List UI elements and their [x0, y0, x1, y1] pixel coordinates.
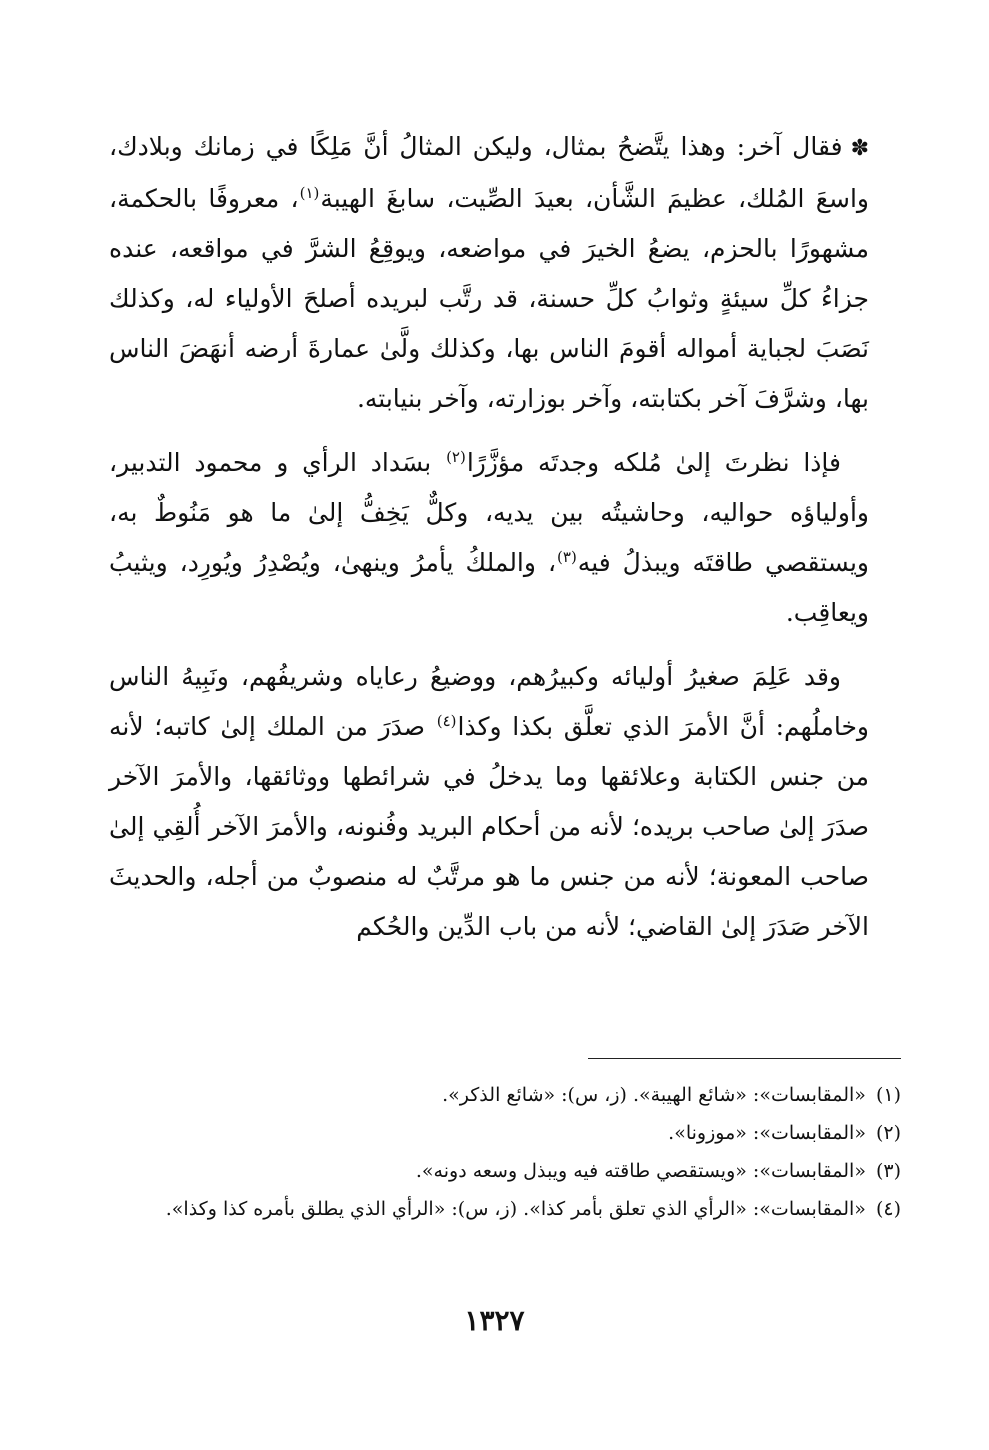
- footnote-number: (٣): [875, 1160, 901, 1182]
- page-number: ١٣٢٧: [464, 1304, 525, 1337]
- footnote-text: «المقابسات»: «شائع الهيبة». (ز، س): «شائع الذكر».: [442, 1084, 866, 1106]
- footnote-number: (٢): [875, 1122, 901, 1144]
- paragraph-1: [109, 122, 869, 424]
- footnote-2: [121, 1114, 901, 1152]
- footnote-4: [121, 1190, 901, 1228]
- paragraph-3: [109, 652, 869, 952]
- footnotes-section: [121, 1076, 901, 1228]
- paragraph-3-text-b: صدَرَ من الملك إلىٰ كاتبه؛ لأنه من جنس الكتابة وعلائقها وما يدخلُ في شرائطها ووثائقها، والأمرَ الآخر صدَرَ إلىٰ صاحب بريده؛ لأنه من أحكام البريد وفُنونه، والأمرَ الآخر أُلقِي إلىٰ صاحب المعونة؛ لأنه من جنس ما هو مرتَّبٌ له منصوبٌ من أجله، والحديثَ الآخر صَدَرَ إلىٰ القاضي؛ لأنه من باب الدِّين والحُكم: [109, 712, 869, 941]
- paragraph-2-text-a: فإذا نظرتَ إلىٰ مُلكه وجدتَه مؤزَّرًا: [466, 448, 841, 477]
- footnote-marker-3[interactable]: (٣): [557, 547, 577, 566]
- footnote-number: (٤): [875, 1198, 901, 1220]
- paragraph-2: [109, 438, 869, 638]
- paragraph-3-text-a: وقد عَلِمَ صغيرُ أوليائه وكبيرُهم، ووضيعُ رعاياه وشريفُهم، ونَبِيهُ الناس وخاملُهم: أنَّ الأمرَ الذي تعلَّق بكذا وكذا: [109, 662, 870, 741]
- footnote-1: [121, 1076, 901, 1114]
- paragraph-2-text-b: بسَداد الرأي و محمود التدبير، وأولياؤه حواليه، وحاشيتُه بين يديه، وكلٌّ يَخِفُّ إلىٰ ما هو مَنُوطٌ به، ويستقصي طاقتَه ويبذلُ فيه: [109, 448, 869, 577]
- paragraph-1-text-a: فقال آخر: وهذا يتَّضحُ بمثال، وليكن المثالُ أنَّ مَلِكًا في زمانك وبلادك، واسعَ المُلك، عظيمَ الشَّأن، بعيدَ الصِّيت، سابغَ الهيبة: [109, 132, 869, 213]
- footnote-marker-2[interactable]: (٢): [446, 447, 466, 466]
- footnote-number: (١): [875, 1084, 901, 1106]
- footnote-text: «المقابسات»: «ويستقصي طاقته فيه ويبذل وسعه دونه».: [415, 1160, 866, 1182]
- paragraph-2-text-c: ، والملكُ يأمرُ وينهىٰ، ويُصْدِرُ ويُورِد، ويثيبُ ويعاقِب.: [109, 548, 869, 627]
- footnote-3: [121, 1152, 901, 1190]
- paragraph-1-text-b: ، معروفًا بالحكمة، مشهورًا بالحزم، يضعُ الخيرَ في مواضعه، ويوقِعُ الشرَّ في مواقعه، عنده جزاءُ كلِّ سيئةٍ وثوابُ كلِّ حسنة، قد رتَّب لبريده أصلحَ الأولياء له، وكذلك نَصَبَ لجباية أمواله أقومَ الناس بها، وكذلك ولَّىٰ عمارةَ أرضه أنهَضَ الناس بها، وشرَّفَ آخر بكتابته، وآخر بوزارته، وآخر بنيابته.: [109, 184, 869, 413]
- main-text: [109, 122, 869, 966]
- footnote-separator: [588, 1058, 901, 1059]
- footnote-text: «المقابسات»: «موزونا».: [668, 1122, 866, 1144]
- star-ornament: ✽: [850, 136, 869, 161]
- footnote-marker-1[interactable]: (١): [299, 183, 320, 202]
- footnote-text: «المقابسات»: «الرأي الذي تعلق بأمر كذا». (ز، س): «الرأي الذي يطلق بأمره كذا وكذا».: [165, 1198, 866, 1220]
- footnote-marker-4[interactable]: (٤): [436, 711, 457, 730]
